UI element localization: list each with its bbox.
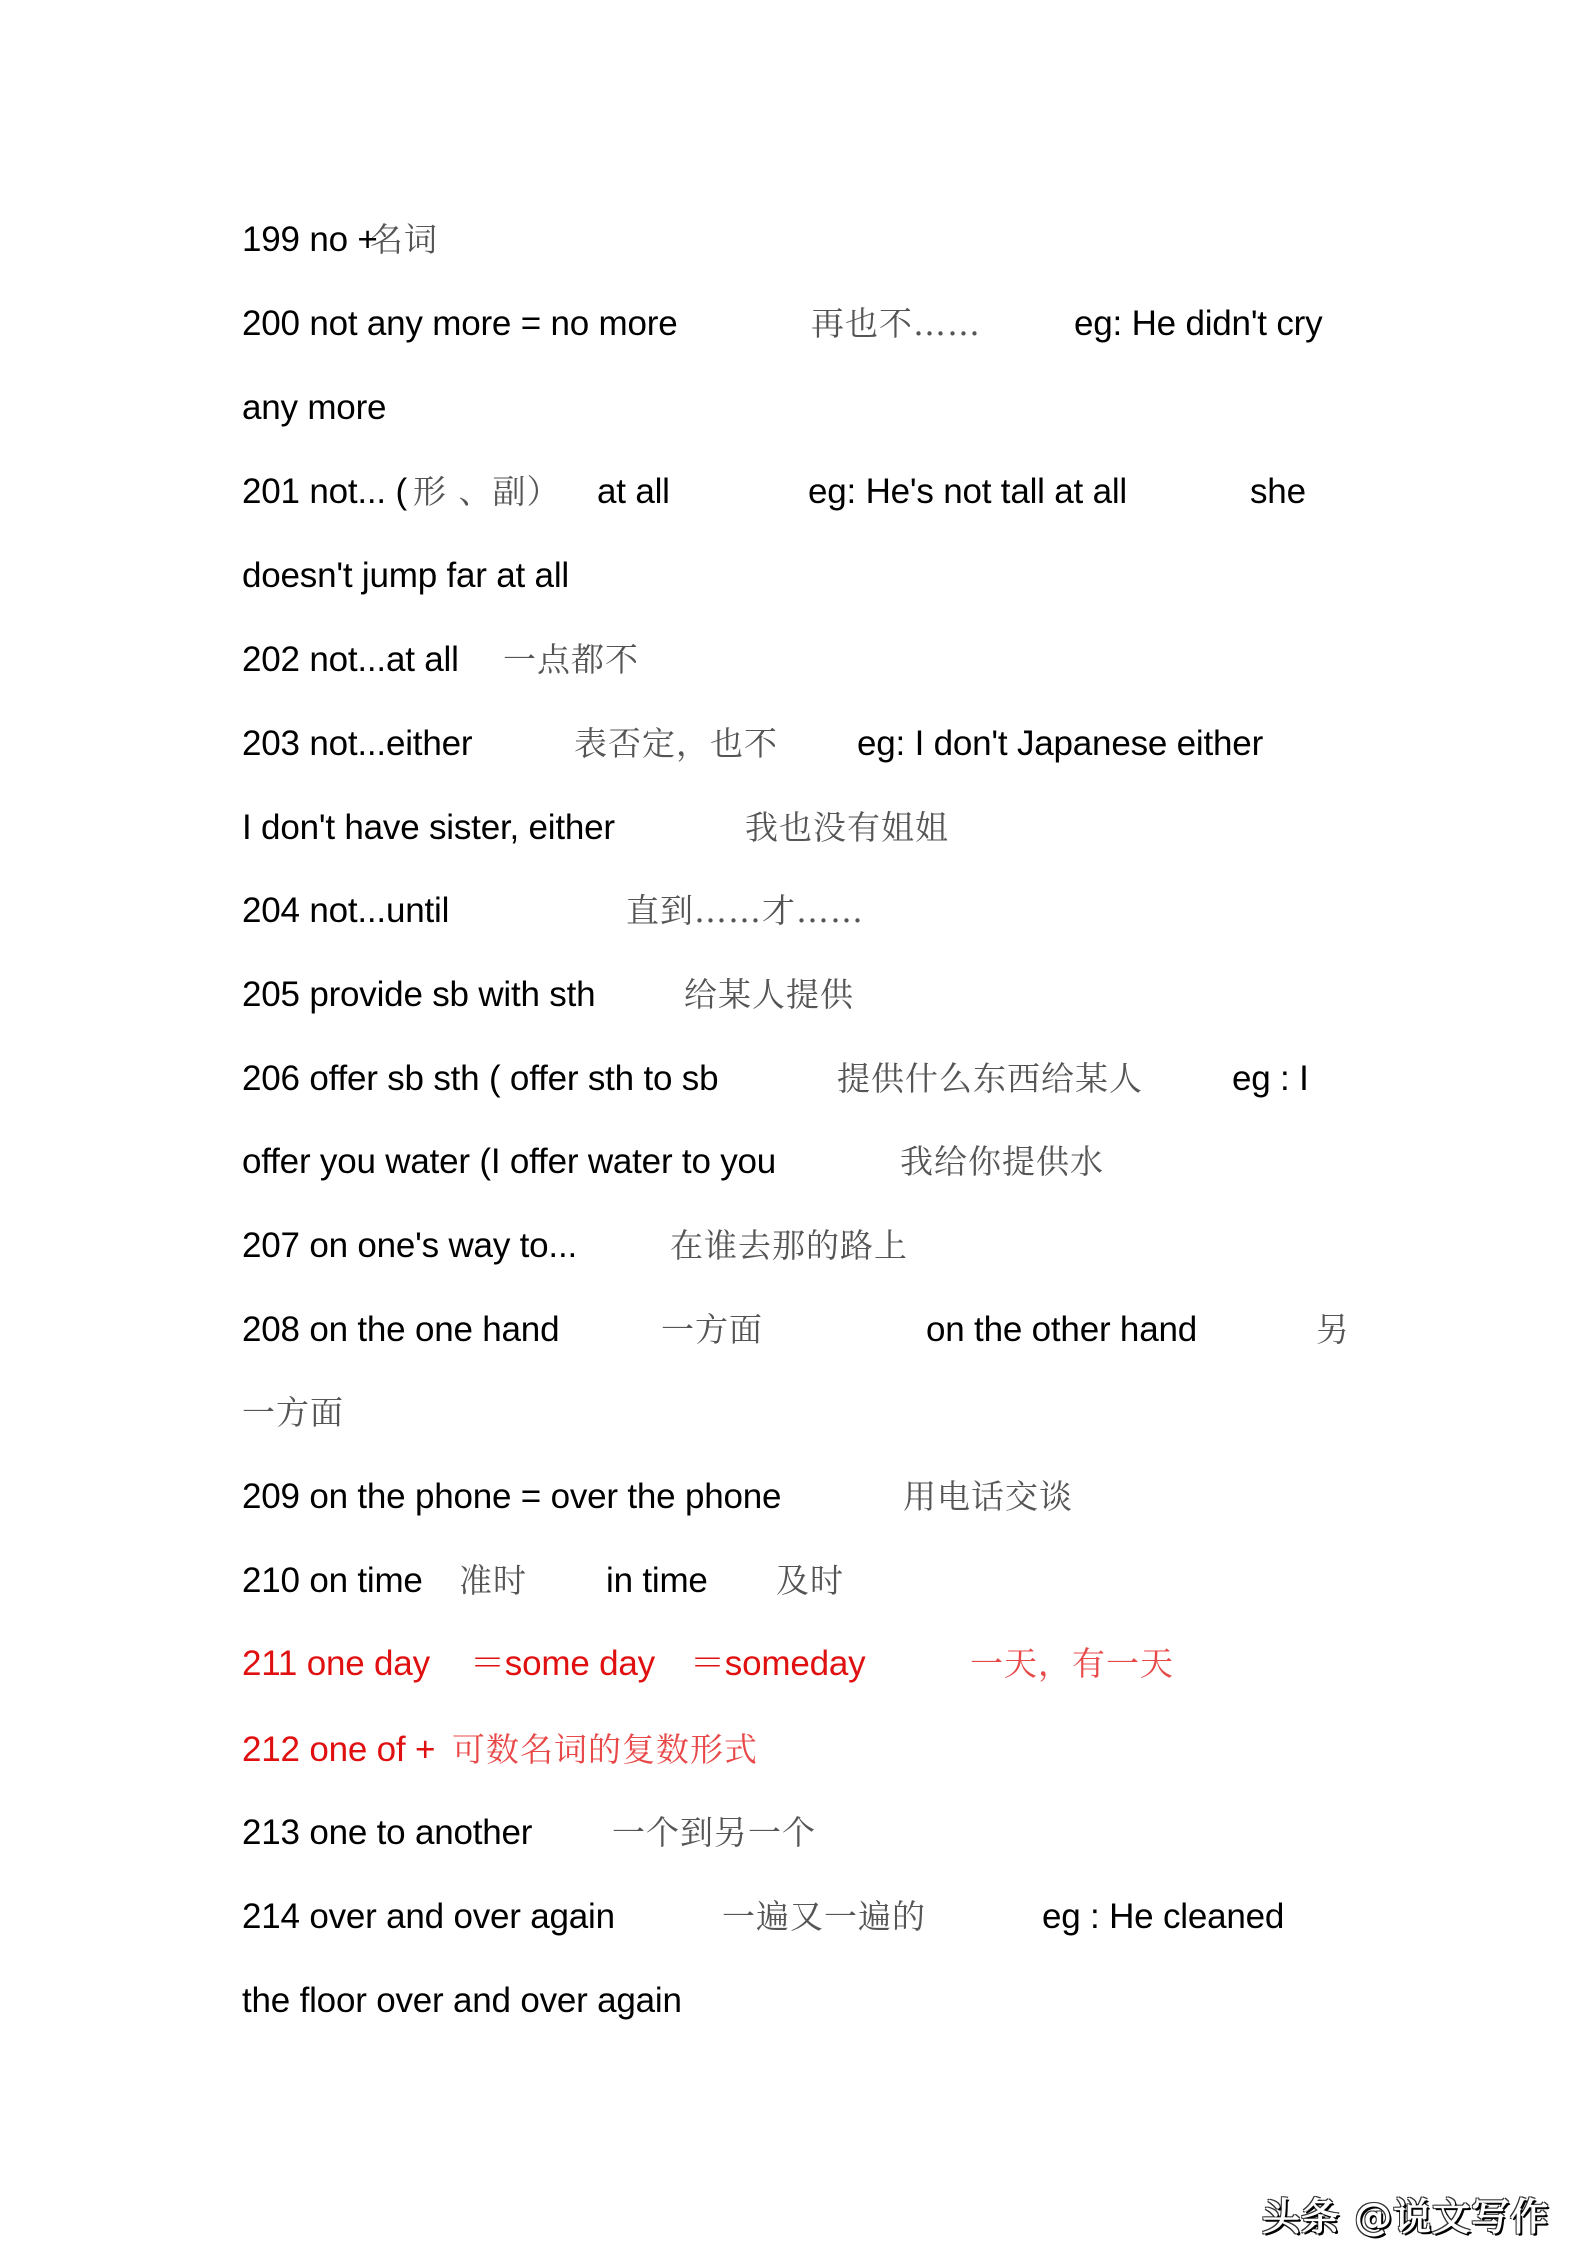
chinese-meaning: 直到……才……: [626, 891, 864, 930]
english-text: eg: He didn't cry: [1074, 304, 1323, 343]
english-text: eg : He cleaned: [1042, 1897, 1285, 1936]
english-text: 204 not...until: [242, 891, 450, 930]
phrase-entry: [0, 1811, 1587, 1871]
chinese-meaning: 一点都不: [503, 640, 639, 679]
english-text: at all: [597, 472, 670, 511]
english-text: 208 on the one hand: [242, 1310, 560, 1349]
english-text: eg: He's not tall at all: [808, 472, 1128, 511]
phrase-entry: [0, 218, 1587, 278]
chinese-meaning: 在谁去那的路上: [670, 1226, 908, 1265]
english-text: I don't have sister, either: [242, 808, 615, 847]
chinese-meaning: 一方面: [242, 1393, 344, 1432]
chinese-meaning: 我给你提供水: [900, 1142, 1104, 1181]
chinese-meaning: 另: [1316, 1310, 1350, 1349]
phrase-entry: [0, 1979, 1587, 2039]
phrase-entry: [0, 1559, 1587, 1619]
phrase-entry: [0, 554, 1587, 614]
english-text: 213 one to another: [242, 1813, 533, 1852]
english-text: 214 over and over again: [242, 1897, 615, 1936]
english-text: on the other hand: [926, 1310, 1197, 1349]
english-text: she: [1250, 472, 1306, 511]
phrase-entry: [0, 302, 1587, 362]
phrase-entry: [0, 470, 1587, 530]
watermark: 头条 @说文写作: [1262, 2195, 1550, 2239]
chinese-meaning: 形 、副）: [413, 472, 561, 511]
english-text: any more: [242, 388, 387, 427]
chinese-meaning: 一天，有一天: [970, 1644, 1174, 1683]
chinese-meaning: 名词: [370, 220, 438, 259]
english-text: doesn't jump far at all: [242, 556, 569, 595]
english-text: 212 one of +: [242, 1730, 436, 1769]
english-text: in time: [606, 1561, 708, 1600]
phrase-entry: [0, 1224, 1587, 1284]
phrase-entry: [0, 1895, 1587, 1955]
phrase-entry: [0, 1057, 1587, 1117]
phrase-entry: [0, 1642, 1587, 1702]
phrase-entry: [0, 973, 1587, 1033]
english-text: offer you water (I offer water to you: [242, 1142, 777, 1181]
english-text: eg: I don't Japanese either: [857, 724, 1264, 763]
phrase-entry: [0, 1308, 1587, 1368]
phrase-entry: [0, 1475, 1587, 1535]
english-text: 200 not any more = no more: [242, 304, 678, 343]
chinese-meaning: 一遍又一遍的: [722, 1897, 926, 1936]
phrase-entry: [0, 1391, 1587, 1451]
english-text: ＝some day: [470, 1644, 655, 1683]
english-text: 207 on one's way to...: [242, 1226, 578, 1265]
english-text: 210 on time: [242, 1561, 423, 1600]
english-text: the floor over and over again: [242, 1981, 682, 2020]
chinese-meaning: 及时: [776, 1561, 844, 1600]
english-text: 205 provide sb with sth: [242, 975, 596, 1014]
chinese-meaning: 准时: [459, 1561, 527, 1600]
phrase-entry: [0, 1140, 1587, 1200]
english-text: 209 on the phone = over the phone: [242, 1477, 782, 1516]
chinese-meaning: 一个到另一个: [612, 1813, 816, 1852]
english-text: 199 no +: [242, 220, 378, 259]
phrase-entry: [0, 806, 1587, 866]
english-text: 211 one day: [242, 1644, 430, 1683]
english-text: 206 offer sb sth ( offer sth to sb: [242, 1059, 719, 1098]
english-text: 202 not...at all: [242, 640, 459, 679]
english-text: ＝someday: [690, 1644, 866, 1683]
chinese-meaning: 提供什么东西给某人: [837, 1059, 1143, 1098]
chinese-meaning: 用电话交谈: [903, 1477, 1073, 1516]
phrase-entry: [0, 386, 1587, 446]
chinese-meaning: 再也不……: [811, 304, 981, 343]
phrase-entry: [0, 1728, 1587, 1788]
english-text: 201 not... (: [242, 472, 407, 511]
chinese-meaning: 给某人提供: [684, 975, 854, 1014]
phrase-entry: [0, 889, 1587, 949]
english-text: eg : I: [1232, 1059, 1309, 1098]
chinese-meaning: 我也没有姐姐: [745, 808, 949, 847]
english-text: 203 not...either: [242, 724, 473, 763]
chinese-meaning: 表否定，也不: [574, 724, 778, 763]
phrase-entry: [0, 722, 1587, 782]
chinese-meaning: 可数名词的复数形式: [452, 1730, 758, 1769]
chinese-meaning: 一方面: [661, 1310, 763, 1349]
phrase-entry: [0, 638, 1587, 698]
